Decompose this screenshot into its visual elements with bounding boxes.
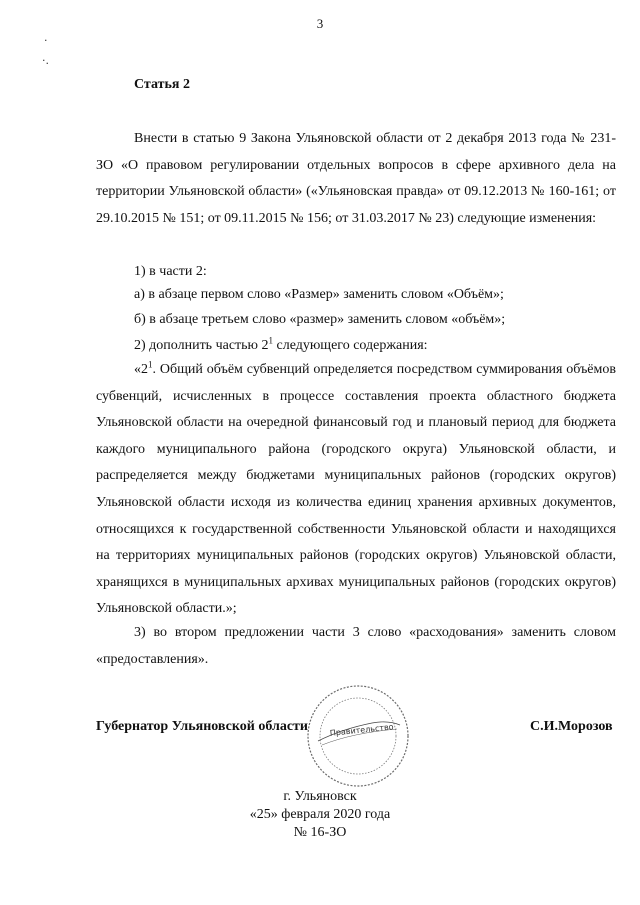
quoted-part-2-1: [96, 357, 616, 623]
scan-dot-mark: ·: [44, 34, 48, 47]
signing-city: г. Ульяновск: [283, 789, 357, 804]
scan-dot-mark: ·.: [42, 54, 49, 67]
item-1a: а) в абзаце первом слово «Размер» заменить словом «Объём»;: [134, 287, 504, 302]
item-2-text: 2) дополнить частью 2: [134, 338, 269, 353]
quote-text: . Общий объём субвенций определяется посредством суммирования объёмов субвенций, исчисленных в процессе составления проекта областного бюджета Ульяновской области на очередной финансовый год и плановый период для бюджета каждого муниципального района (городского округа) Ульяновской области, и распределяется между бюджетами муниципальных районов (городских округов) Ульяновской области исходя из количества единиц хранения архивных документов, относящихся к государственной собственности Ульяновской области и находящихся на территориях муниципальных районов (городских округов) Ульяновской области, хранящихся в муниципальных архивах муниципальных районов (городских округов) Ульяновской области.»;: [96, 362, 616, 617]
article-intro-paragraph: Внести в статью 9 Закона Ульяновской области от 2 декабря 2013 года № 231-ЗО «О правовом регулировании отдельных вопросов в сфере архивного дела на территории Ульяновской области» («Ульяновская правда» от 09.12.2013 № 160-161; от 29.10.2015 № 151; от 09.11.2015 № 156; от 31.03.2017 № 23) следующие изменения:: [96, 131, 616, 226]
item-2: [96, 333, 616, 360]
signing-details: [0, 788, 640, 842]
official-seal: [302, 683, 414, 789]
signatory-name: С.И.Морозов: [530, 719, 613, 734]
signing-date: «25» февраля 2020 года: [249, 807, 391, 822]
law-number: № 16-ЗО: [293, 825, 347, 840]
quote-open: «2: [134, 362, 148, 377]
signatory-title: Губернатор Ульяновской области: [96, 719, 308, 734]
item-1b: б) в абзаце третьем слово «размер» заменить словом «объём»;: [134, 312, 506, 327]
item-1: 1) в части 2:: [134, 264, 207, 279]
page-number: 3: [316, 16, 324, 31]
item-2-text-end: следующего содержания:: [273, 338, 428, 353]
article-heading: Статья 2: [134, 77, 190, 92]
item-3: 3) во втором предложении части 3 слово «расходования» заменить словом «предоставления».: [96, 625, 616, 667]
quote-superscript: 1: [148, 359, 153, 370]
item-2-superscript: 1: [268, 335, 273, 346]
seal-text: Правительство: [329, 722, 395, 738]
